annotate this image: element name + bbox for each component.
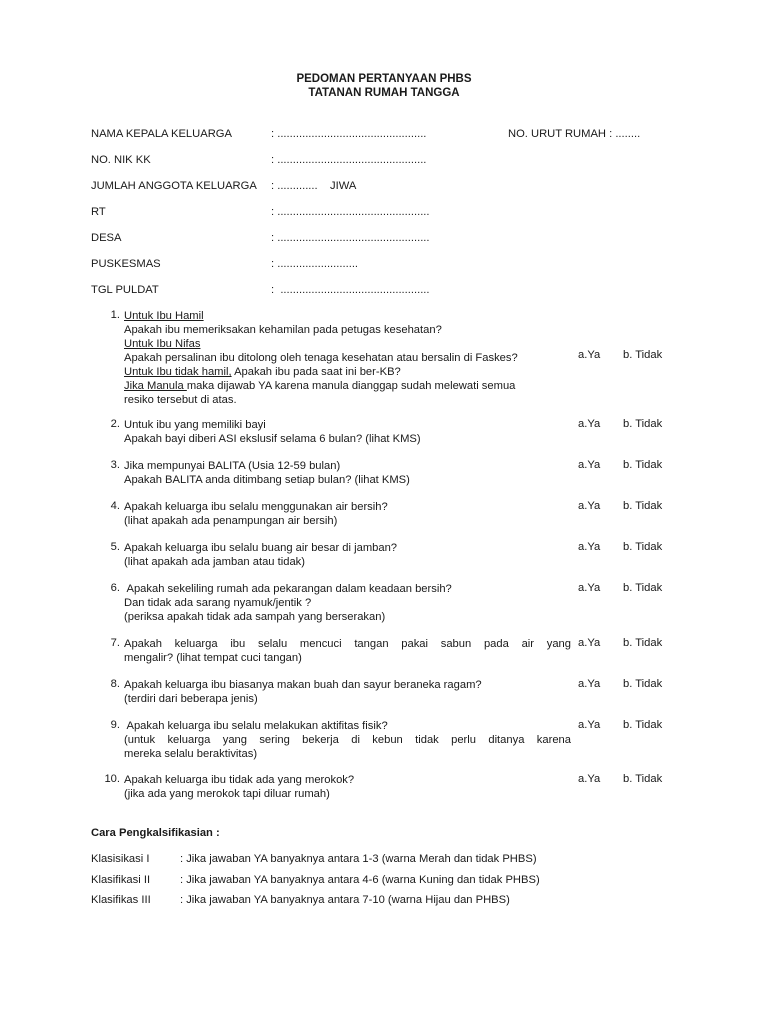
field-label-nama-kepala-keluarga: NAMA KEPALA KELUARGA <box>91 128 232 140</box>
question-line: Apakah bayi diberi ASI ekslusif selama 6 bulan? (lihat KMS) <box>124 433 421 445</box>
question-number: 1. <box>110 309 120 321</box>
question-line: (untuk keluarga yang sering bekerja di kebun tidak perlu ditanya karena <box>124 734 571 746</box>
question-line: Apakah keluarga ibu selalu menggunakan air bersih? <box>124 501 388 513</box>
question-line: (lihat apakah ada penampungan air bersih) <box>124 515 338 527</box>
field-label-desa: DESA <box>91 232 122 244</box>
answer-ya[interactable]: a.Ya <box>578 773 601 785</box>
answer-ya[interactable]: a.Ya <box>578 637 601 649</box>
answer-ya[interactable]: a.Ya <box>578 678 601 690</box>
question-line: Apakah keluarga ibu biasanya makan buah dan sayur beraneka ragam? <box>124 679 482 691</box>
question-text <box>124 500 388 528</box>
question-line: Apakah persalinan ibu ditolong oleh tenaga kesehatan atau bersalin di Faskes? <box>124 352 518 364</box>
question-text <box>124 678 482 706</box>
question-line: Apakah ibu memeriksakan kehamilan pada petugas kesehatan? <box>124 324 442 336</box>
question-number: 9. <box>110 719 120 731</box>
question-number: 6. <box>110 582 120 594</box>
question-text <box>124 459 410 487</box>
question-line: (periksa apakah tidak ada sampah yang berserakan) <box>124 611 386 623</box>
subheading-ibu-nifas: Untuk Ibu Nifas <box>124 338 201 350</box>
klasifikasi-label-2: Klasifikasi II <box>91 874 151 886</box>
answer-tidak[interactable]: b. Tidak <box>623 349 663 361</box>
question-text <box>124 637 571 665</box>
question-text <box>124 541 397 569</box>
question-line: resiko tersebut di atas. <box>124 394 237 406</box>
question-fragment: Apakah ibu pada saat ini ber-KB? <box>231 366 401 378</box>
answer-ya[interactable]: a.Ya <box>578 459 601 471</box>
answer-ya[interactable]: a.Ya <box>578 719 601 731</box>
question-number: 10. <box>104 773 120 785</box>
field-value-jumlah-anggota[interactable]: : ............. JIWA <box>271 180 357 192</box>
question-number: 2. <box>110 418 120 430</box>
klasifikasi-label-1: Klasisikasi I <box>91 853 150 865</box>
answer-tidak[interactable]: b. Tidak <box>623 582 663 594</box>
subheading-manula: Jika Manula <box>124 380 187 392</box>
answer-tidak[interactable]: b. Tidak <box>623 678 663 690</box>
question-text <box>124 719 571 761</box>
answer-tidak[interactable]: b. Tidak <box>623 459 663 471</box>
question-line: mereka selalu beraktivitas) <box>124 748 258 760</box>
question-line: (lihat apakah ada jamban atau tidak) <box>124 556 305 568</box>
question-number: 8. <box>110 678 120 690</box>
field-value-rt[interactable]: : ................................................. <box>271 206 430 218</box>
field-value-desa[interactable]: : ................................................. <box>271 232 430 244</box>
answer-tidak[interactable]: b. Tidak <box>623 541 663 553</box>
question-line: Apakah keluarga ibu tidak ada yang merokok? <box>124 774 355 786</box>
question-line <box>124 379 518 393</box>
field-value-puskesmas[interactable]: : .......................... <box>271 258 359 270</box>
field-value-nama-kepala-keluarga[interactable]: : ................................................ <box>271 128 427 140</box>
klasifikasi-text-2: : Jika jawaban YA banyaknya antara 4-6 (warna Kuning dan tidak PHBS) <box>180 874 540 886</box>
subheading-ibu-hamil: Untuk Ibu Hamil <box>124 310 204 322</box>
klasifikasi-text-3: : Jika jawaban YA banyaknya antara 7-10 (warna Hijau dan PHBS) <box>180 894 510 906</box>
answer-tidak[interactable]: b. Tidak <box>623 500 663 512</box>
document-title-line2: TATANAN RUMAH TANGGA <box>308 87 460 99</box>
field-label-no-urut-rumah <box>508 128 640 140</box>
klasifikasi-heading: Cara Pengkalsifikasian : <box>91 827 220 839</box>
question-line: Apakah keluarga ibu selalu buang air besar di jamban? <box>124 542 398 554</box>
answer-ya[interactable]: a.Ya <box>578 500 601 512</box>
answer-tidak[interactable]: b. Tidak <box>623 773 663 785</box>
question-line: (jika ada yang merokok tapi diluar rumah) <box>124 788 330 800</box>
question-line: Untuk ibu yang memiliki bayi <box>124 419 266 431</box>
question-line: Apakah BALITA anda ditimbang setiap bulan? (lihat KMS) <box>124 474 410 486</box>
field-label-rt: RT <box>91 206 106 218</box>
question-text <box>124 582 452 624</box>
field-label-no-nik-kk: NO. NIK KK <box>91 154 151 166</box>
question-line: Dan tidak ada sarang nyamuk/jentik ? <box>124 597 312 609</box>
question-line: (terdiri dari beberapa jenis) <box>124 693 258 705</box>
question-line: Apakah sekeliling rumah ada pekarangan dalam keadaan bersih? <box>124 583 452 595</box>
answer-ya[interactable]: a.Ya <box>578 582 601 594</box>
field-label-jumlah-anggota: JUMLAH ANGGOTA KELUARGA <box>91 180 257 192</box>
field-value-tgl-puldat[interactable]: : ................................................ <box>271 284 430 296</box>
field-value-no-urut-rumah[interactable]: : ........ <box>609 128 641 140</box>
answer-ya[interactable]: a.Ya <box>578 349 601 361</box>
answer-tidak[interactable]: b. Tidak <box>623 637 663 649</box>
field-label-tgl-puldat: TGL PULDAT <box>91 284 159 296</box>
question-number: 7. <box>110 637 120 649</box>
question-text <box>124 773 354 801</box>
answer-tidak[interactable]: b. Tidak <box>623 719 663 731</box>
question-text <box>124 309 518 407</box>
question-line: mengalir? (lihat tempat cuci tangan) <box>124 652 302 664</box>
field-value-no-nik-kk[interactable]: : ................................................ <box>271 154 427 166</box>
answer-tidak[interactable]: b. Tidak <box>623 418 663 430</box>
question-number: 5. <box>110 541 120 553</box>
klasifikasi-text-1: : Jika jawaban YA banyaknya antara 1-3 (warna Merah dan tidak PHBS) <box>180 853 537 865</box>
question-line: Apakah keluarga ibu selalu mencuci tangan pakai sabun pada air yang <box>124 638 571 650</box>
answer-ya[interactable]: a.Ya <box>578 541 601 553</box>
klasifikasi-label-3: Klasifikas III <box>91 894 151 906</box>
question-line <box>124 365 518 379</box>
question-number: 3. <box>110 459 120 471</box>
question-number: 4. <box>110 500 120 512</box>
question-line: Jika mempunyai BALITA (Usia 12-59 bulan) <box>124 460 341 472</box>
question-text <box>124 418 421 446</box>
field-label-puskesmas: PUSKESMAS <box>91 258 161 270</box>
answer-ya[interactable]: a.Ya <box>578 418 601 430</box>
document-title-line1: PEDOMAN PERTANYAAN PHBS <box>296 73 472 85</box>
question-line: Apakah keluarga ibu selalu melakukan aktifitas fisik? <box>124 720 388 732</box>
question-fragment: maka dijawab YA karena manula dianggap sudah melewati semua <box>186 380 516 392</box>
urut-label: NO. URUT RUMAH <box>508 128 606 140</box>
subheading-ibu-tidak-hamil: Untuk Ibu tidak hamil, <box>124 366 232 378</box>
